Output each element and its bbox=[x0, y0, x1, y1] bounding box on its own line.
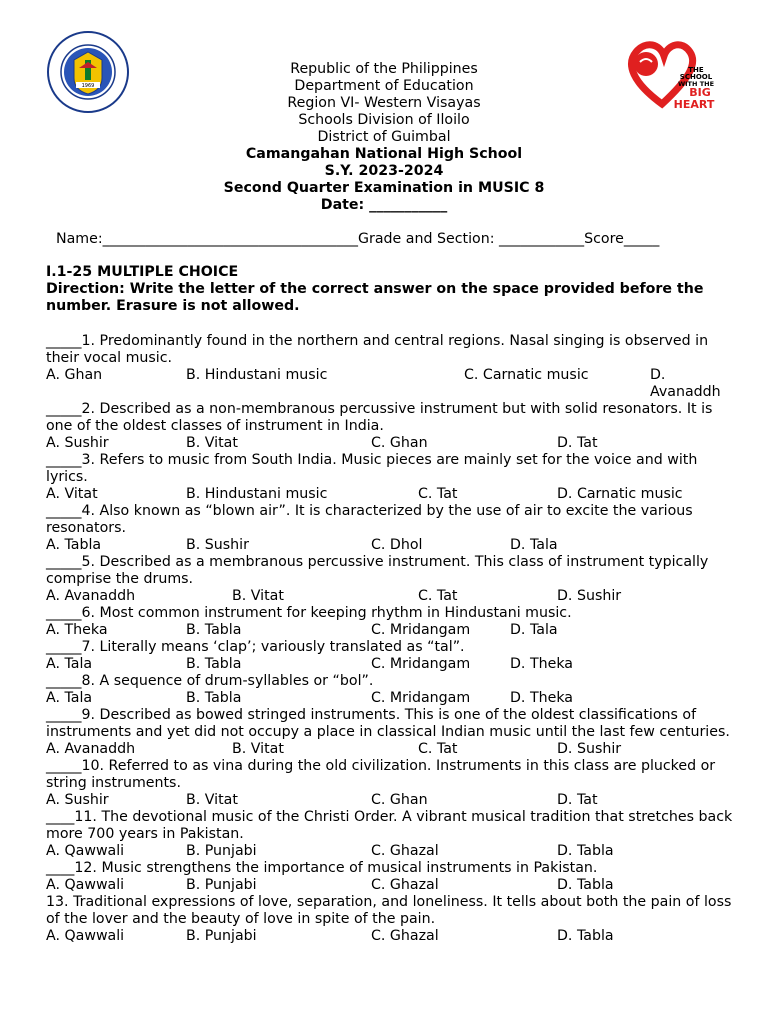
choice-option: B. Vitat bbox=[232, 588, 284, 604]
choice-row bbox=[46, 588, 736, 605]
choice-option: D. Tabla bbox=[557, 877, 614, 893]
question-text[interactable]: _____6. Most common instrument for keeping rhythm in Hindustani music. bbox=[46, 605, 572, 621]
svg-text:HEART: HEART bbox=[673, 98, 715, 111]
choice-option: C. Ghazal bbox=[371, 877, 439, 893]
choice-option: A. Avanaddh bbox=[46, 588, 136, 604]
choice-option: C. Ghazal bbox=[371, 843, 439, 859]
school-name: Camangahan National High School bbox=[245, 146, 523, 162]
question-item bbox=[46, 605, 736, 639]
header-line: Schools Division of Iloilo bbox=[298, 112, 470, 128]
question-item bbox=[46, 673, 736, 707]
school-year: S.Y. 2023-2024 bbox=[324, 163, 444, 179]
choice-option: B. Sushir bbox=[186, 537, 249, 553]
header-line: Region VI- Western Visayas bbox=[287, 95, 481, 111]
question-item bbox=[46, 503, 736, 554]
choice-row bbox=[46, 486, 736, 503]
choice-option: D. Tabla bbox=[557, 928, 614, 944]
choice-option: C. Tat bbox=[418, 588, 458, 604]
question-item bbox=[46, 707, 736, 758]
choice-option: D. Carnatic music bbox=[557, 486, 683, 502]
choice-option: C. Ghazal bbox=[371, 928, 439, 944]
choice-option: D. Theka bbox=[510, 656, 573, 672]
choice-option: B. Punjabi bbox=[186, 843, 257, 859]
choice-option: B. Vitat bbox=[186, 792, 238, 808]
section-title: I.1-25 MULTIPLE CHOICE bbox=[46, 264, 239, 280]
choice-row bbox=[46, 792, 736, 809]
choice-option: D. Avanaddh bbox=[650, 367, 721, 400]
svg-text:SCHOOL: SCHOOL bbox=[679, 73, 713, 81]
header-line: District of Guimbal bbox=[317, 129, 451, 145]
choice-row bbox=[46, 435, 736, 452]
choice-option: A. Tala bbox=[46, 690, 93, 706]
choice-option: C. Mridangam bbox=[371, 622, 471, 638]
choice-option: A. Tabla bbox=[46, 537, 102, 553]
choice-row bbox=[46, 537, 736, 554]
question-item bbox=[46, 554, 736, 605]
choice-option: A. Qawwali bbox=[46, 877, 125, 893]
svg-text:1969: 1969 bbox=[81, 83, 95, 89]
date-field[interactable]: Date: ___________ bbox=[320, 197, 448, 213]
question-item bbox=[46, 639, 736, 673]
choice-option: D. Sushir bbox=[557, 741, 622, 757]
choice-row bbox=[46, 622, 736, 639]
svg-text:WITH THE: WITH THE bbox=[677, 80, 715, 88]
question-item bbox=[46, 452, 736, 503]
choice-row bbox=[46, 877, 736, 894]
section-direction: Direction: Write the letter of the correct answer on the space provided before the number. Erasure is not allowed. bbox=[46, 281, 704, 314]
question-text[interactable]: _____3. Refers to music from South India. Music pieces are mainly set for the voice and with lyrics. bbox=[46, 452, 698, 485]
svg-text:THE: THE bbox=[688, 66, 704, 74]
choice-option: D. Tala bbox=[510, 622, 558, 638]
choice-option: C. Ghan bbox=[371, 792, 428, 808]
choice-option: A. Sushir bbox=[46, 435, 109, 451]
choice-option: C. Mridangam bbox=[371, 656, 471, 672]
document-header bbox=[0, 61, 768, 214]
choice-option: C. Dhol bbox=[371, 537, 423, 553]
choice-option: A. Ghan bbox=[46, 367, 103, 383]
question-item bbox=[46, 809, 736, 860]
choice-option: D. Tat bbox=[557, 792, 598, 808]
question-text[interactable]: ____11. The devotional music of the Christi Order. A vibrant musical tradition that stretches back more 700 years in Pakistan. bbox=[46, 809, 733, 842]
choice-row bbox=[46, 843, 736, 860]
question-text[interactable]: _____10. Referred to as vina during the old civilization. Instruments in this class are plucked or string instruments. bbox=[46, 758, 716, 791]
choice-option: C. Mridangam bbox=[371, 690, 471, 706]
choice-option: D. Tala bbox=[510, 537, 558, 553]
choice-row bbox=[46, 656, 736, 673]
choice-option: A. Avanaddh bbox=[46, 741, 136, 757]
question-item bbox=[46, 401, 736, 452]
question-text[interactable]: ____12. Music strengthens the importance of musical instruments in Pakistan. bbox=[46, 860, 598, 876]
question-item bbox=[46, 860, 736, 894]
choice-option: C. Carnatic music bbox=[464, 367, 589, 383]
svg-text:BIG: BIG bbox=[689, 86, 711, 99]
student-info-row[interactable]: Name:____________________________________Grade and Section: ____________Score_____ bbox=[56, 231, 660, 247]
choice-option: C. Tat bbox=[418, 741, 458, 757]
choice-option: B. Hindustani music bbox=[186, 367, 328, 383]
choice-option: B. Vitat bbox=[232, 741, 284, 757]
choice-option: B. Punjabi bbox=[186, 877, 257, 893]
choice-option: B. Vitat bbox=[186, 435, 238, 451]
choice-option: B. Tabla bbox=[186, 690, 242, 706]
choice-option: A. Qawwali bbox=[46, 843, 125, 859]
choice-option: A. Qawwali bbox=[46, 928, 125, 944]
header-line: Department of Education bbox=[294, 78, 474, 94]
question-text[interactable]: _____8. A sequence of drum-syllables or “bol”. bbox=[46, 673, 374, 689]
question-text[interactable]: _____9. Described as bowed stringed instruments. This is one of the oldest classifications of instruments and yet did not occupy a place in classical Indian music until the last few centuries. bbox=[46, 707, 730, 740]
header-line: Republic of the Philippines bbox=[290, 61, 478, 77]
choice-option: C. Tat bbox=[418, 486, 458, 502]
choice-option: A. Vitat bbox=[46, 486, 98, 502]
choice-option: B. Tabla bbox=[186, 656, 242, 672]
choice-option: A. Sushir bbox=[46, 792, 109, 808]
choice-option: D. Theka bbox=[510, 690, 573, 706]
question-text[interactable]: _____4. Also known as “blown air”. It is characterized by the use of air to excite the various resonators. bbox=[46, 503, 693, 536]
question-list bbox=[46, 333, 736, 945]
choice-option: D. Tat bbox=[557, 435, 598, 451]
choice-option: A. Theka bbox=[46, 622, 108, 638]
choice-row bbox=[46, 367, 736, 401]
choice-row bbox=[46, 928, 736, 945]
choice-option: A. Tala bbox=[46, 656, 93, 672]
choice-row bbox=[46, 690, 736, 707]
question-text[interactable]: _____2. Described as a non-membranous percussive instrument but with solid resonators. It is one of the oldest classes of instrument in India. bbox=[46, 401, 713, 434]
choice-option: D. Tabla bbox=[557, 843, 614, 859]
question-item bbox=[46, 894, 736, 945]
exam-title: Second Quarter Examination in MUSIC 8 bbox=[223, 180, 545, 196]
choice-option: B. Tabla bbox=[186, 622, 242, 638]
choice-option: B. Punjabi bbox=[186, 928, 257, 944]
choice-row bbox=[46, 741, 736, 758]
question-text[interactable]: 13. Traditional expressions of love, separation, and loneliness. It tells about both the pain of loss of the lover and the beauty of love in spite of the pain. bbox=[46, 894, 732, 927]
question-item bbox=[46, 758, 736, 809]
choice-option: C. Ghan bbox=[371, 435, 428, 451]
choice-option: D. Sushir bbox=[557, 588, 622, 604]
question-text[interactable]: _____1. Predominantly found in the northern and central regions. Nasal singing is observed in their vocal music. bbox=[46, 333, 709, 366]
question-text[interactable]: _____7. Literally means ‘clap’; variously translated as “tal”. bbox=[46, 639, 465, 655]
question-text[interactable]: _____5. Described as a membranous percussive instrument. This class of instrument typically comprise the drums. bbox=[46, 554, 709, 587]
section-heading bbox=[46, 264, 726, 315]
choice-option: B. Hindustani music bbox=[186, 486, 328, 502]
question-item bbox=[46, 333, 736, 401]
